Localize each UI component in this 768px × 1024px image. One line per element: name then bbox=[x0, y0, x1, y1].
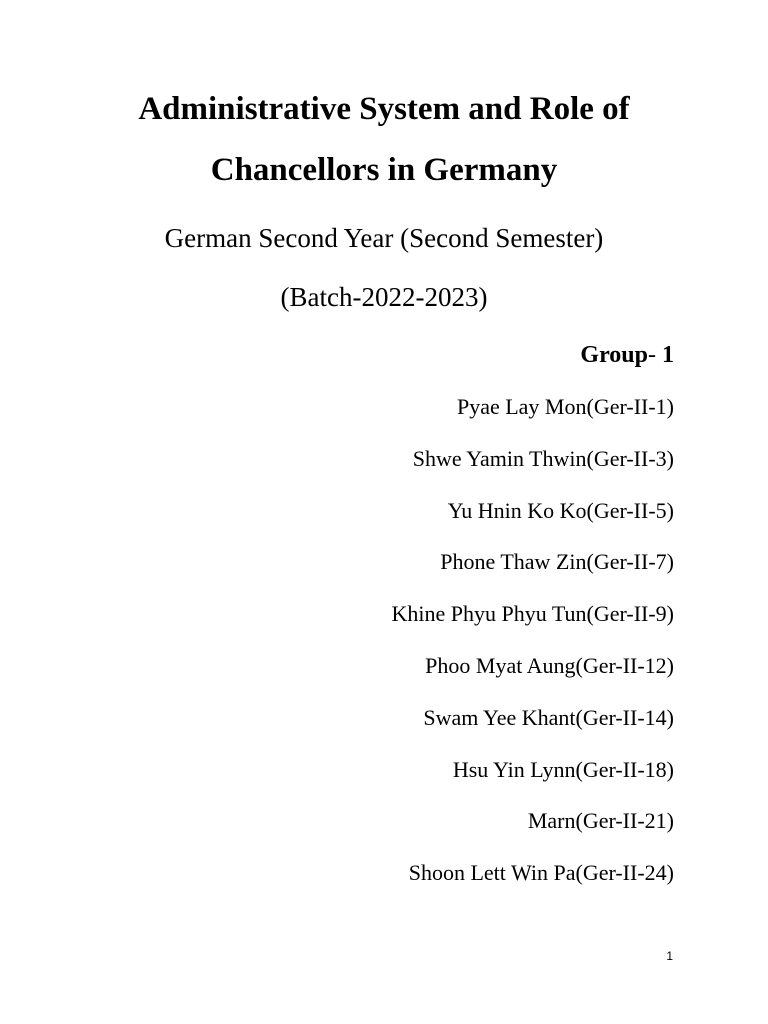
member-item: Shwe Yamin Thwin(Ger-II-3) bbox=[412, 445, 674, 471]
member-item: Phone Thaw Zin(Ger-II-7) bbox=[440, 549, 674, 575]
member-item: Khine Phyu Phyu Tun(Ger-II-9) bbox=[391, 601, 674, 627]
page-number: 1 bbox=[666, 949, 673, 963]
document-title-line-1: Administrative System and Role of bbox=[138, 91, 630, 127]
member-item: Marn(Ger-II-21) bbox=[527, 808, 674, 834]
batch-subtitle: (Batch-2022-2023) bbox=[280, 282, 488, 312]
group-label: Group bbox=[580, 342, 648, 368]
member-list bbox=[392, 394, 675, 912]
member-item: Shoon Lett Win Pa(Ger-II-24) bbox=[408, 860, 674, 886]
course-subtitle: German Second Year (Second Semester) bbox=[164, 223, 604, 253]
document-title-line-2: Chancellors in Germany bbox=[210, 152, 558, 188]
member-item: Hsu Yin Lynn(Ger-II-18) bbox=[452, 756, 674, 782]
group-number: 1 bbox=[656, 342, 674, 368]
member-item: Phoo Myat Aung(Ger-II-12) bbox=[425, 652, 674, 678]
member-item: Yu Hnin Ko Ko(Ger-II-5) bbox=[447, 497, 674, 523]
member-item: Pyae Lay Mon(Ger-II-1) bbox=[456, 394, 674, 419]
group-heading bbox=[580, 339, 674, 371]
member-item: Swam Yee Khant(Ger-II-14) bbox=[423, 704, 674, 730]
group-dash: - bbox=[648, 342, 656, 368]
